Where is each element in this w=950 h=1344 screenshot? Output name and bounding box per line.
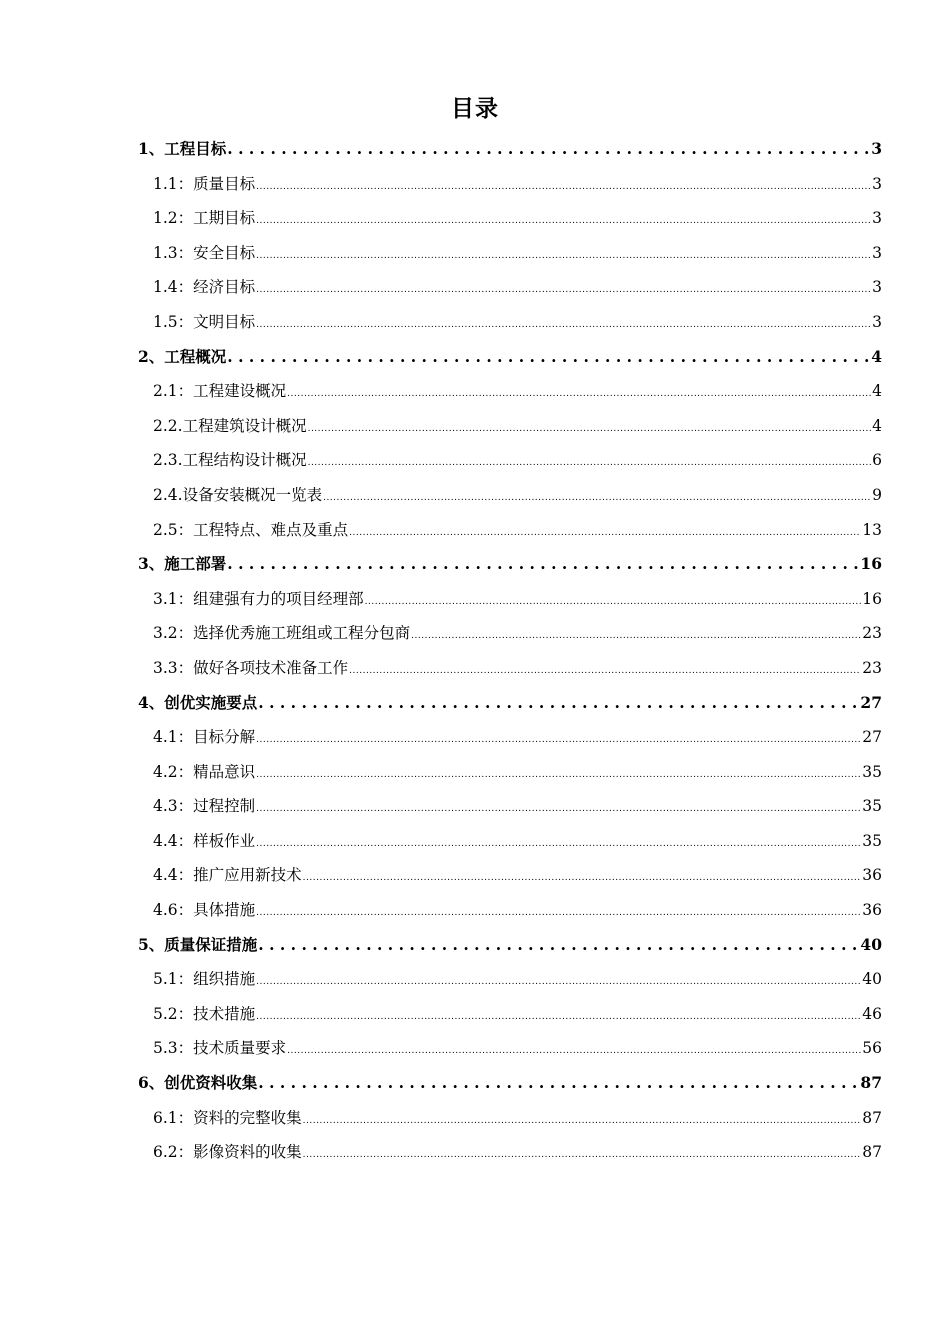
toc-subsection-entry[interactable] xyxy=(138,997,882,1032)
toc-dot-leader xyxy=(227,547,859,582)
toc-dot-leader xyxy=(287,374,871,412)
toc-page-number: 3 xyxy=(872,174,882,193)
toc-page-number: 3 xyxy=(872,312,882,331)
toc-entry-label: 6.1：资料的完整收集 xyxy=(153,1108,302,1127)
toc-page-number: 9 xyxy=(872,485,882,504)
toc-subsection-entry[interactable] xyxy=(138,305,882,340)
toc-dot-leader xyxy=(256,997,861,1035)
toc-dot-leader xyxy=(411,616,861,654)
toc-entry-label: 5.1：组织措施 xyxy=(153,970,256,989)
toc-dot-leader xyxy=(256,720,861,758)
toc-entry-label: 3.1：组建强有力的项目经理部 xyxy=(153,589,364,608)
toc-page-number: 23 xyxy=(862,624,882,643)
toc-subsection-entry[interactable] xyxy=(138,962,882,997)
toc-dot-leader xyxy=(303,1101,862,1139)
toc-entry-label: 4.1：目标分解 xyxy=(153,728,256,747)
toc-dot-leader xyxy=(256,755,861,793)
toc-entry-label: 6.2：影像资料的收集 xyxy=(153,1143,302,1162)
toc-entry-label: 1.1：质量目标 xyxy=(153,174,256,193)
toc-subsection-entry[interactable] xyxy=(138,443,882,478)
toc-subsection-entry[interactable] xyxy=(138,582,882,617)
toc-subsection-entry[interactable] xyxy=(138,236,882,271)
toc-dot-leader xyxy=(308,443,872,481)
toc-entry-label: 4、创优实施要点 xyxy=(138,692,258,712)
toc-entry-label: 2.3.工程结构设计概况 xyxy=(153,451,307,470)
toc-dot-leader xyxy=(308,409,872,447)
toc-entry-label: 6、创优资料收集 xyxy=(138,1073,258,1093)
toc-page-number: 87 xyxy=(860,1073,882,1093)
toc-page-number: 40 xyxy=(860,934,882,954)
toc-section-entry[interactable] xyxy=(138,547,882,582)
toc-entry-label: 1.3：安全目标 xyxy=(153,243,256,262)
toc-page-number: 36 xyxy=(862,901,882,920)
toc-subsection-entry[interactable] xyxy=(138,478,882,513)
toc-subsection-entry[interactable] xyxy=(138,720,882,755)
toc-page-number: 56 xyxy=(862,1039,882,1058)
toc-subsection-entry[interactable] xyxy=(138,755,882,790)
toc-entry-label: 5.3：技术质量要求 xyxy=(153,1039,287,1058)
toc-page-number: 4 xyxy=(872,416,882,435)
toc-subsection-entry[interactable] xyxy=(138,409,882,444)
toc-dot-leader xyxy=(227,340,870,375)
toc-page-number: 35 xyxy=(862,831,882,850)
toc-subsection-entry[interactable] xyxy=(138,201,882,236)
toc-subsection-entry[interactable] xyxy=(138,1101,882,1136)
toc-subsection-entry[interactable] xyxy=(138,167,882,202)
toc-section-entry[interactable] xyxy=(138,928,882,963)
toc-dot-leader xyxy=(258,928,859,963)
toc-dot-leader xyxy=(256,893,861,931)
toc-page-number: 16 xyxy=(862,589,882,608)
toc-entry-label: 5、质量保证措施 xyxy=(138,934,258,954)
toc-subsection-entry[interactable] xyxy=(138,374,882,409)
toc-dot-leader xyxy=(287,1031,861,1069)
toc-subsection-entry[interactable] xyxy=(138,513,882,548)
toc-entry-label: 5.2：技术措施 xyxy=(153,1004,256,1023)
toc-page-number: 27 xyxy=(860,692,882,712)
toc-entry-label: 4.2：精品意识 xyxy=(153,762,256,781)
toc-dot-leader xyxy=(256,789,861,827)
toc-entry-label: 3.2：选择优秀施工班组或工程分包商 xyxy=(153,624,411,643)
toc-page-number: 3 xyxy=(872,278,882,297)
toc-page-number: 6 xyxy=(872,451,882,470)
toc-page-number: 35 xyxy=(862,797,882,816)
toc-dot-leader xyxy=(258,686,859,721)
toc-entry-label: 4.4：样板作业 xyxy=(153,831,256,850)
toc-dot-leader xyxy=(256,236,871,274)
toc-subsection-entry[interactable] xyxy=(138,1135,882,1170)
toc-page-number: 3 xyxy=(872,209,882,228)
toc-subsection-entry[interactable] xyxy=(138,270,882,305)
toc-page-number: 3 xyxy=(872,243,882,262)
toc-dot-leader xyxy=(256,824,861,862)
toc-subsection-entry[interactable] xyxy=(138,1031,882,1066)
toc-subsection-entry[interactable] xyxy=(138,789,882,824)
toc-entry-label: 4.3：过程控制 xyxy=(153,797,256,816)
toc-page-number: 40 xyxy=(862,970,882,989)
toc-entry-label: 1.2：工期目标 xyxy=(153,209,256,228)
toc-dot-leader xyxy=(258,1066,859,1101)
toc-entry-label: 3、施工部署 xyxy=(138,554,227,574)
toc-entry-label: 1.4：经济目标 xyxy=(153,278,256,297)
toc-dot-leader xyxy=(349,651,861,689)
toc-page-number: 16 xyxy=(860,554,882,574)
toc-subsection-entry[interactable] xyxy=(138,824,882,859)
toc-dot-leader xyxy=(256,270,871,308)
toc-page-number: 46 xyxy=(862,1004,882,1023)
toc-dot-leader xyxy=(256,305,871,343)
toc-page-number: 4 xyxy=(871,346,882,366)
toc-dot-leader xyxy=(256,201,871,239)
toc-page-number: 35 xyxy=(862,762,882,781)
toc-subsection-entry[interactable] xyxy=(138,616,882,651)
toc-entry-label: 4.4：推广应用新技术 xyxy=(153,866,302,885)
toc-section-entry[interactable] xyxy=(138,340,882,375)
toc-page-number: 87 xyxy=(862,1143,882,1162)
toc-subsection-entry[interactable] xyxy=(138,893,882,928)
toc-entry-label: 2.4.设备安装概况一览表 xyxy=(153,485,323,504)
toc-dot-leader xyxy=(303,1135,862,1173)
page-title: 目录 xyxy=(451,95,499,122)
toc-dot-leader xyxy=(303,858,862,896)
toc-page-number: 13 xyxy=(862,520,882,539)
toc-entry-label: 1、工程目标 xyxy=(138,139,227,158)
toc-entry-label: 3.3：做好各项技术准备工作 xyxy=(153,658,349,677)
toc-section-entry[interactable] xyxy=(138,132,882,167)
toc-dot-leader xyxy=(227,132,870,167)
toc-page-number: 3 xyxy=(871,139,882,158)
toc-page-number: 36 xyxy=(862,866,882,885)
toc-dot-leader xyxy=(256,167,871,205)
toc-dot-leader xyxy=(349,513,861,551)
toc-page-number: 4 xyxy=(872,382,882,401)
toc-dot-leader xyxy=(365,582,862,620)
toc-page-number: 23 xyxy=(862,658,882,677)
toc-entry-label: 1.5：文明目标 xyxy=(153,312,256,331)
toc-entry-label: 2.5：工程特点、难点及重点 xyxy=(153,520,349,539)
toc-page-number: 27 xyxy=(862,728,882,747)
table-of-contents xyxy=(138,132,882,1170)
toc-entry-label: 2.2.工程建筑设计概况 xyxy=(153,416,307,435)
toc-subsection-entry[interactable] xyxy=(138,858,882,893)
toc-dot-leader xyxy=(323,478,871,516)
toc-dot-leader xyxy=(256,962,861,1000)
toc-page-number: 87 xyxy=(862,1108,882,1127)
toc-entry-label: 4.6：具体措施 xyxy=(153,901,256,920)
toc-section-entry[interactable] xyxy=(138,1066,882,1101)
toc-entry-label: 2.1：工程建设概况 xyxy=(153,382,287,401)
toc-subsection-entry[interactable] xyxy=(138,651,882,686)
toc-section-entry[interactable] xyxy=(138,686,882,721)
toc-entry-label: 2、工程概况 xyxy=(138,346,227,366)
